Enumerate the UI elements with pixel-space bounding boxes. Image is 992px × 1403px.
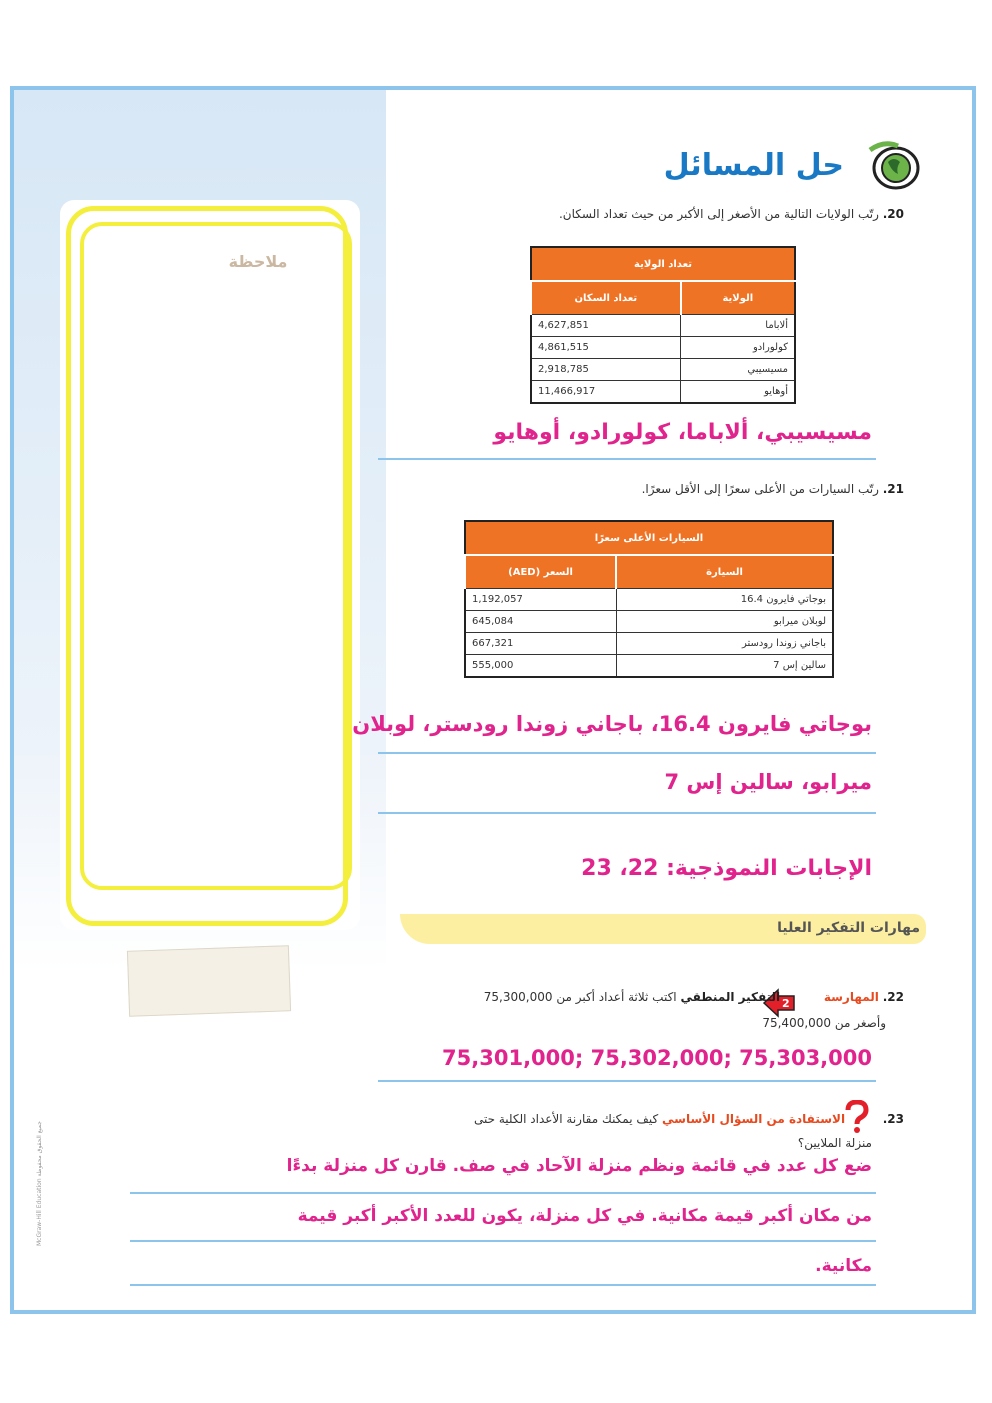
table-cell: أوهايو [681, 381, 795, 404]
q22-prompt-line2 [762, 1016, 886, 1030]
table-row [531, 337, 795, 359]
q22-value-high: 75,400,000 [762, 1016, 832, 1030]
car-price-table [464, 520, 834, 678]
q23-answer-line1: ضع كل عدد في قائمة ونظم منزلة الآحاد في صف. قارن كل منزلة بدءًا [286, 1156, 872, 1176]
table-cell: بوجاتي فايرون 16.4 [616, 589, 833, 611]
q21-answer-line1: بوجاتي فايرون 16.4، باجاني زوندا رودستر، لوبلان [352, 712, 872, 736]
notes-label: ملاحظة [228, 252, 288, 271]
q22-text-b: وأصغر من [834, 1016, 886, 1030]
section-title: حل المسائل [663, 148, 844, 183]
table-cell: 667,321 [465, 633, 616, 655]
table-cell: 2,918,785 [531, 359, 681, 381]
table-row [465, 633, 833, 655]
answer-rule [130, 1192, 876, 1194]
q21-text: رتّب السيارات من الأعلى سعرًا إلى الأقل سعرًا. [641, 482, 879, 496]
answer-rule [378, 752, 876, 754]
table-cell: 555,000 [465, 655, 616, 678]
table-row [531, 359, 795, 381]
answer-rule [378, 458, 876, 460]
table-row [531, 315, 795, 337]
table-cell: 645,084 [465, 611, 616, 633]
q21-answer-line2: ميرابو، سالين إس 7 [664, 770, 872, 794]
q20-text: رتّب الولايات التالية من الأصغر إلى الأكبر من حيث تعداد السكان. [558, 207, 879, 221]
answer-rule [130, 1240, 876, 1242]
table-caption: السيارات الأعلى سعرًا [465, 521, 833, 555]
q23-prompt [474, 1112, 904, 1126]
table-cell: كولورادو [681, 337, 795, 359]
model-answers-note: الإجابات النموذجية: 22، 23 [581, 856, 872, 881]
table-caption: تعداد الولاية [531, 247, 795, 281]
table-cell: 11,466,917 [531, 381, 681, 404]
table-header: تعداد السكان [531, 281, 681, 315]
q20-prompt [559, 207, 904, 221]
q22-number: 22. [882, 990, 904, 1004]
q22-prompt [484, 990, 904, 1004]
q22-value-low: 75,300,000 [483, 990, 553, 1004]
hot-header-text: مهارات التفكير العليا [777, 920, 920, 936]
q22-skill-label: المهارسة [823, 990, 879, 1004]
table-row [531, 381, 795, 404]
answer-rule [378, 812, 876, 814]
sticky-note-card [127, 945, 291, 1017]
table-cell: 4,861,515 [531, 337, 681, 359]
q23-answer-line2: من مكان أكبر قيمة مكانية. في كل منزلة، يكون للعدد الأكبر أكبر قيمة [297, 1206, 872, 1226]
q23-text-a: كيف يمكنك مقارنة الأعداد الكلية حتى [473, 1112, 659, 1126]
answer-rule [130, 1284, 876, 1286]
table-header: الولاية [681, 281, 795, 315]
q21-number: 21. [882, 482, 904, 496]
table-row [465, 589, 833, 611]
table-cell: باجاني زوندا رودستر [616, 633, 833, 655]
table-row [465, 611, 833, 633]
table-cell: 1,192,057 [465, 589, 616, 611]
table-row [465, 655, 833, 678]
q21-prompt [642, 482, 904, 496]
table-header: السيارة [616, 555, 833, 589]
highlight-outline-inner [80, 222, 352, 890]
answer-rule [378, 1080, 876, 1082]
table-cell: سالين إس 7 [616, 655, 833, 678]
table-cell: مسيسيبي [681, 359, 795, 381]
table-cell: لوبلان ميرابو [616, 611, 833, 633]
q22-skill-name: التفكير المنطقي [680, 990, 781, 1004]
table-header: السعر (AED) [465, 555, 616, 589]
q20-number: 20. [882, 207, 904, 221]
table-cell: ألاباما [681, 315, 795, 337]
practice-badge-number: 2 [782, 997, 790, 1010]
q22-answer: 75,301,000; 75,302,000; 75,303,000 [442, 1046, 872, 1070]
q23-number: 23. [882, 1112, 904, 1126]
q22-text-a: اكتب ثلاثة أعداد أكبر من [556, 990, 677, 1004]
q20-answer: مسيسيبي، ألاباما، كولورادو، أوهايو [493, 420, 872, 445]
q23-skill-name: الاستفادة من السؤال الأساسي [662, 1112, 846, 1126]
globe-icon [866, 140, 922, 190]
q23-answer-line3: مكانية. [815, 1256, 872, 1276]
table-cell: 4,627,851 [531, 315, 681, 337]
q23-text-b: منزلة الملايين؟ [797, 1136, 872, 1150]
state-population-table [530, 246, 796, 404]
copyright-credit: McGraw-Hill Education جميع الحقوق محفوظة [36, 1121, 43, 1246]
